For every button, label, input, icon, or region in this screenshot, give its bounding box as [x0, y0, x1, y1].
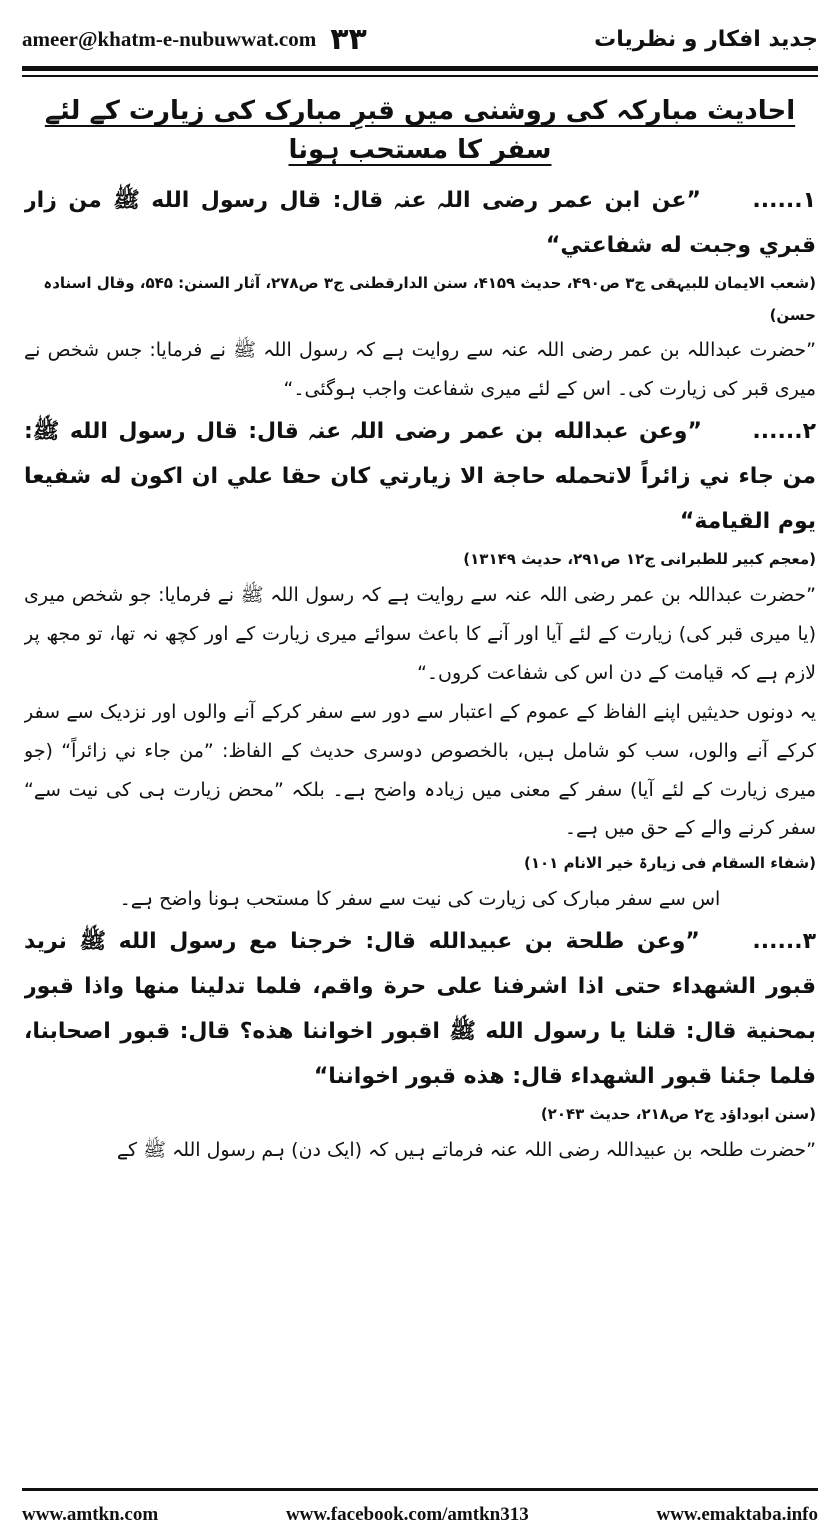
hadith-3-reference: (سنن ابوداؤد ج۲ ص۲۱۸، حدیث ۲۰۴۳) — [540, 1105, 816, 1124]
header-left — [22, 22, 367, 57]
hadith-2-reference: (معجم کبیر للطبرانی ج۱۲ ص۲۹۱، حدیث ۱۳۱۴۹) — [463, 550, 816, 569]
hadith-3-number: ۳...... — [752, 928, 816, 954]
section-title: احادیث مبارکہ کی روشنی میں قبرِ مبارک کی زیارت کے لئے سفر کا مستحب ہونا — [44, 96, 796, 165]
commentary-conclusion: اس سے سفر مبارک کی زیارت کی نیت سے سفر کا مستحب ہونا واضح ہے۔ — [119, 887, 721, 910]
page-header — [22, 14, 818, 64]
hadith-2-number: ۲...... — [752, 419, 816, 445]
footer-link-emaktaba[interactable]: www.emaktaba.info — [656, 1504, 818, 1525]
header-rule-thin — [22, 75, 818, 77]
hadith-3-arabic — [24, 919, 816, 1099]
hadith-3-translation: ”حضرت طلحہ بن عبیداللہ رضی اللہ عنہ فرماتے ہیں کہ (ایک دن) ہم رسول اللہ ﷺ کے — [116, 1138, 816, 1161]
page-footer — [22, 1500, 818, 1530]
hadith-3-text: ”وعن طلحة بن عبيدالله قال: خرجنا مع رسول الله ﷺ نريد قبور الشهداء حتى اذا اشرفنا على حرة واقم، فلما تدلينا منها واذا قبور بمحنية قال: قلنا يا رسول الله ﷺ اقبور اخواننا هذه؟ قال: قبور اصحابنا، فلما جئنا قبور الشهداء قال: هذه قبور اخواننا“ — [24, 928, 816, 1090]
header-rule-thick — [22, 66, 818, 71]
page-number: ٣٣ — [330, 21, 367, 57]
hadith-2-arabic — [24, 409, 816, 544]
commentary-paragraph: یہ دونوں حدیثیں اپنے الفاظ کے عموم کے اعتبار سے دور سے سفر کرکے آنے والوں اور نزدیک سے سفر کرکے آنے والوں، سب کو شامل ہیں، بالخصوص دوسری حدیث کے الفاظ: ”من جاء ني زائراً“ (جو میری زیارت کے لئے آیا) سفر کے معنی میں زیادہ واضح ہے۔ بلکہ ”محض زیارت ہی کی نیت سے“ سفر کرنے والے کے حق میں ہے۔ — [24, 700, 816, 840]
hadith-1-text: ”عن ابن عمر رضی اللہ عنہ قال: قال رسول الله ﷺ من زار قبري وجبت له شفاعتي“ — [24, 188, 816, 259]
hadith-1-arabic — [24, 178, 816, 268]
book-title: جدید افکار و نظریات — [594, 26, 818, 52]
hadith-1-number: ۱...... — [752, 188, 816, 213]
hadith-1-reference: (شعب الایمان للبیہقی ج۳ ص۴۹۰، حدیث ۴۱۵۹، سنن الدارقطنی ج۳ ص۲۷۸، آثار السنن: ۵۴۵، وقال اسنادہ حسن) — [43, 274, 816, 324]
page-content — [24, 86, 816, 1474]
hadith-1-translation: ”حضرت عبداللہ بن عمر رضی اللہ عنہ سے روایت ہے کہ رسول اللہ ﷺ نے فرمایا: جس شخص نے میری قبر کی زیارت کی۔ اس کے لئے میری شفاعت واجب ہوگئی۔“ — [24, 339, 816, 401]
hadith-2-text: ”وعن عبدالله بن عمر رضی اللہ عنہ قال: قال رسول الله ﷺ: من جاء ني زائراً لاتحمله حاجة الا زيارتي كان حقا علي ان اكون له شفيعا يوم القيامة“ — [24, 419, 816, 535]
header-email[interactable]: ameer@khatm-e-nubuwwat.com — [22, 26, 317, 51]
footer-link-amtkn[interactable]: www.amtkn.com — [22, 1504, 159, 1525]
footer-rule — [22, 1488, 818, 1491]
hadith-2-translation: ”حضرت عبداللہ بن عمر رضی اللہ عنہ سے روایت ہے کہ رسول اللہ ﷺ نے فرمایا: جو شخص میری (یا میری قبر کی) زیارت کے لئے آیا اور آنے کا باعث سوائے میری زیارت کے اور کچھ نہ تھا، تو مجھ پر لازم ہے کہ قیامت کے دن اس کی شفاعت کروں۔“ — [24, 583, 816, 684]
commentary-reference: (شفاء السقام فی زیارۃ خیر الانام ۱۰۱) — [524, 854, 816, 873]
footer-link-facebook[interactable]: www.facebook.com/amtkn313 — [285, 1504, 529, 1525]
